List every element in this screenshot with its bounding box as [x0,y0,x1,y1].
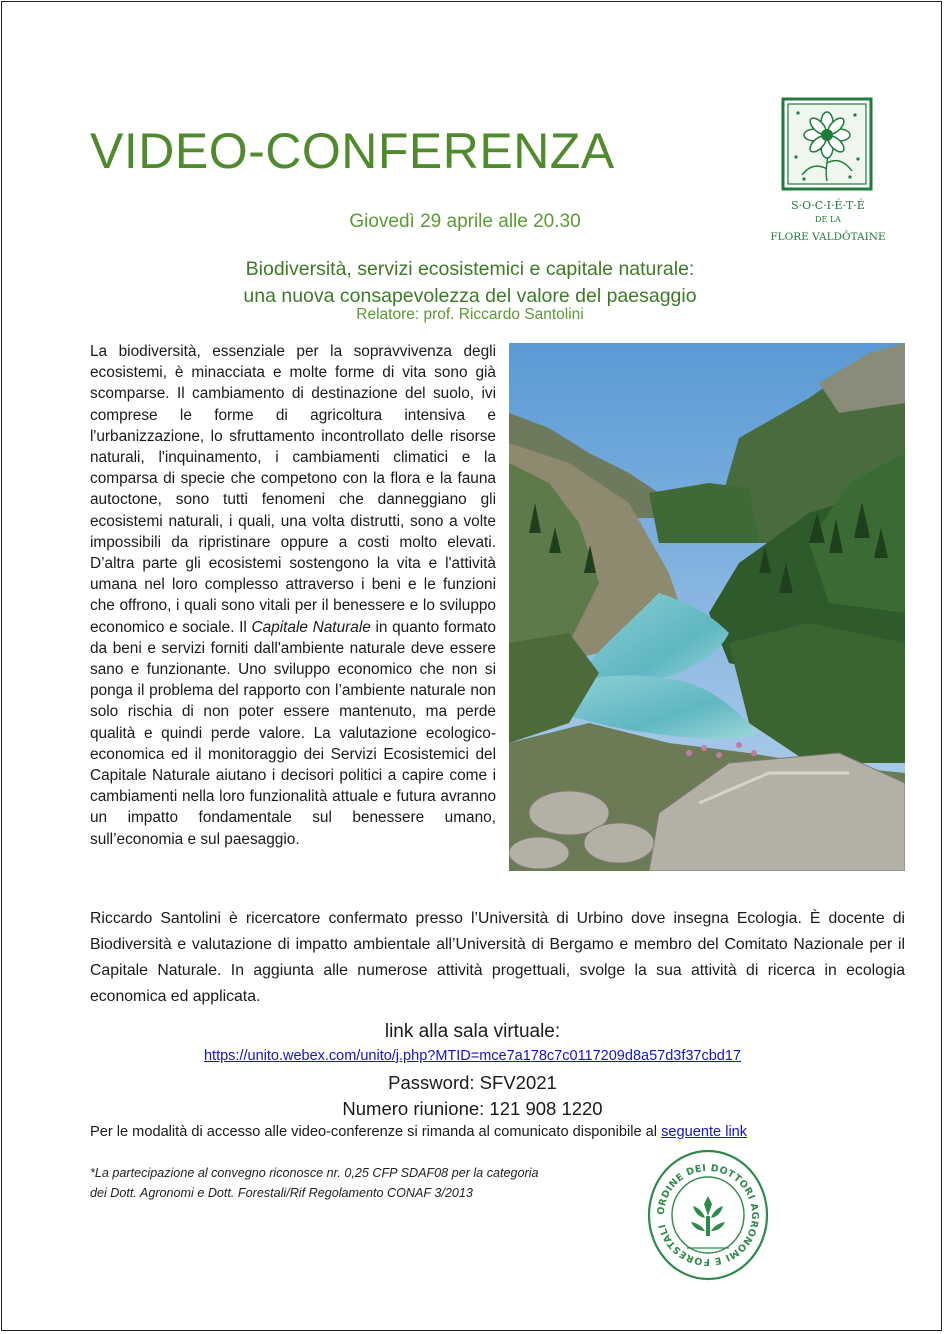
svg-text:S·O·C·I·É·T·É: S·O·C·I·É·T·É [791,199,865,212]
intro-text-part-2: in quanto formato da beni e servizi forniti dall'ambiente naturale deve essere sano e funzionante. Uno sviluppo economico che non si ponga il problema del rapporto con l’ambiente naturale non solo rischia di non poter essere mantenuto, ma perde qualità e quindi perde valore. La valutazione ecologico-economica ed il monitoraggio dei Servizi Ecosistemici del Capitale Naturale aiutano i decisori politici a capire come i cambiamenti nella loro funzionalità attuale e futura avranno un impatto fondamentale sul benessere umano, sull’economia e sul paesaggio. [90,618,496,848]
footnote-line-2: dei Dott. Agronomi e Dott. Forestali/Rif Regolamento CONAF 3/2013 [90,1186,473,1200]
intro-paragraph [90,341,496,850]
mountain-river-photo [509,343,905,871]
svg-text:DE LA: DE LA [815,215,841,224]
meeting-password: Password: SFV2021 [388,1072,557,1093]
subtitle-line-1: Biodiversità, servizi ecosistemici e capitale naturale: [245,258,695,280]
speaker-line: Relatore: prof. Riccardo Santolini [356,306,584,323]
footnote-line-1: *La partecipazione al convegno riconosce nr. 0,25 CFP SDAF08 per la categoria [90,1166,539,1180]
virtual-room-label: link alla sala virtuale: [384,1021,561,1042]
page-title: VIDEO-CONFERENZA [90,123,615,179]
virtual-room-link[interactable]: https://unito.webex.com/unito/j.php?MTID=mce7a178c7c0117209d8a57d3f37cbd17 [203,1048,741,1064]
ordine-agronomi-seal [647,1148,769,1282]
speaker-bio: Riccardo Santolini è ricercatore confermato presso l’Università di Urbino dove insegna Ecologia. È docente di Biodiversità e valutazione di impatto ambientale all’Università di Bergamo e membro del Comitato Nazionale per il Capitale Naturale. In aggiunta alle numerose attività progettuali, svolge la sua attività di ricerca in ecologia economica ed applicata. [90,910,905,1005]
svg-text:ORDINE DEI DOTTORI AGRONOMI E: ORDINE DEI DOTTORI AGRONOMI E FORESTALI [655,1162,761,1268]
event-date: Giovedì 29 aprile alle 20.30 [349,211,581,232]
event-subtitle [0,256,940,310]
meeting-number: Numero riunione: 121 908 1220 [342,1098,603,1119]
intro-text-part-1: La biodiversità, essenziale per la sopravvivenza degli ecosistemi, è minacciata e molte forme di vita sono già scomparse. Il cambiamento di destinazione del suolo, ivi comprese le forme di agricoltura intensiva e l'urbanizzazione, lo sfruttamento incontrollato delle risorse naturali, l'inquinamento, i cambiamenti climatici e la comparsa di specie che competono con la flora e la fauna autoctone, sono tutti fenomeni che danneggiano gli ecosistemi naturali, i quali, una volta distrutti, sono a volte impossibili da ripristinare oppure a costi molto elevati. D’altra parte gli ecosistemi sostengono la vita e l'attività umana nel loro complesso attraverso i beni e le funzioni che offrono, i quali sono vitali per il benessere e lo sviluppo economico e sociale. Il [90,343,496,636]
access-info-text: Per le modalità di accesso alle video-conferenze si rimanda al comunicato disponibile al [90,1124,662,1140]
italic-term: Capitale Naturale [251,618,371,636]
subtitle-line-2: una nuova consapevolezza del valore del paesaggio [243,285,697,307]
virtual-room-url-line [0,1048,945,1064]
access-info-link[interactable]: seguente link [661,1124,748,1140]
access-info [90,1124,747,1140]
svg-text:FLORE VALDÔTAINE: FLORE VALDÔTAINE [770,231,886,243]
cfp-footnote [90,1163,610,1203]
